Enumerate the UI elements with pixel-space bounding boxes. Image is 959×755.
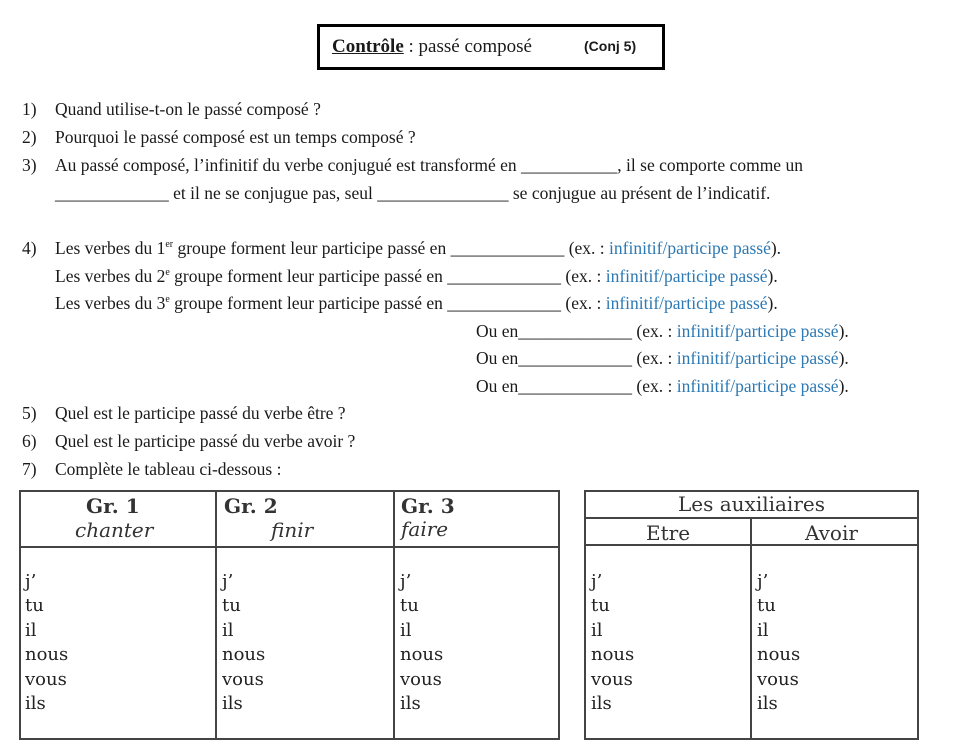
col-gr3-title: Gr. 3	[401, 494, 455, 518]
q4-group2-example: infinitif/participe passé	[605, 266, 768, 286]
pronoun-cell: tu	[222, 595, 241, 617]
q2-number: 2)	[22, 127, 37, 147]
pronoun-cell: j’	[757, 571, 769, 592]
pronoun-cell: nous	[757, 644, 801, 666]
pronoun-cell: tu	[400, 595, 419, 617]
q6-number: 6)	[22, 431, 37, 451]
pronoun-cell: ils	[222, 692, 243, 714]
aux-table-divider	[750, 517, 752, 740]
q4-group3-line: Les verbes du 3e groupe forment leur participe passé en _____________ (ex. : infinitif/participe passé).	[55, 293, 778, 313]
q3-line1: Au passé composé, l’infinitif du verbe conjugué est transformé en ___________, il se comporte comme un	[55, 155, 803, 175]
pronoun-cell: vous	[591, 668, 633, 690]
pronoun-cell: il	[222, 619, 234, 641]
pronoun-cell: ils	[25, 692, 46, 714]
q1-number: 1)	[22, 99, 37, 119]
pronoun-cell: il	[591, 619, 603, 641]
gr1-pronoun-list	[25, 570, 68, 716]
etre-pronoun-list	[591, 570, 634, 716]
col-gr2-title: Gr. 2	[224, 494, 278, 518]
q4-ou-en-line-1: Ou en_____________ (ex. : infinitif/participe passé).	[476, 321, 849, 341]
title-rest: : passé composé	[403, 36, 532, 57]
pronoun-cell: nous	[25, 644, 69, 666]
aux-table-title: Les auxiliaires	[678, 492, 825, 516]
q7-number: 7)	[22, 459, 37, 479]
pronoun-cell: vous	[222, 668, 264, 690]
pronoun-cell: nous	[222, 644, 266, 666]
pronoun-cell: j’	[591, 571, 603, 592]
pronoun-cell: j’	[25, 571, 37, 592]
title-box	[317, 24, 665, 70]
q6-text: Quel est le participe passé du verbe avoir ?	[55, 431, 356, 451]
col-gr1-title: Gr. 1	[86, 494, 140, 518]
pronoun-cell: j’	[222, 571, 234, 592]
q4-group1-line: Les verbes du 1er groupe forment leur participe passé en _____________ (ex. : infinitif/participe passé).	[55, 238, 782, 258]
gr2-pronoun-list	[222, 570, 265, 716]
pronoun-cell: tu	[757, 595, 776, 617]
aux-col-etre: Etre	[646, 521, 691, 545]
q4-ou-en-line-3: Ou en_____________ (ex. : infinitif/participe passé).	[476, 376, 849, 396]
pronoun-cell: vous	[400, 668, 442, 690]
q5-number: 5)	[22, 403, 37, 423]
groups-table-divider-1	[215, 490, 217, 740]
groups-table-header-line	[19, 546, 560, 548]
pronoun-cell: tu	[591, 595, 610, 617]
q5-text: Quel est le participe passé du verbe être ?	[55, 403, 346, 423]
pronoun-cell: il	[757, 619, 769, 641]
q4-number: 4)	[22, 238, 37, 258]
q7-text: Complète le tableau ci-dessous :	[55, 459, 282, 479]
groups-table-divider-2	[393, 490, 395, 740]
q4-group1-example: infinitif/participe passé	[609, 238, 771, 258]
col-gr3-verb: faire	[401, 517, 449, 541]
q2-text: Pourquoi le passé composé est un temps composé ?	[55, 127, 416, 147]
pronoun-cell: ils	[400, 692, 421, 714]
pronoun-cell: nous	[400, 644, 444, 666]
gr3-pronoun-list	[400, 570, 443, 716]
title-label: Contrôle	[332, 36, 404, 57]
pronoun-cell: vous	[757, 668, 799, 690]
q4-ou-en-line-2: Ou en_____________ (ex. : infinitif/participe passé).	[476, 348, 849, 368]
q1-text: Quand utilise-t-on le passé composé ?	[55, 99, 321, 119]
avoir-pronoun-list	[757, 570, 800, 716]
pronoun-cell: j’	[400, 571, 412, 592]
col-gr1-verb: chanter	[75, 518, 154, 542]
q4-group3-example: infinitif/participe passé	[605, 293, 768, 313]
pronoun-cell: nous	[591, 644, 635, 666]
pronoun-cell: tu	[25, 595, 44, 617]
pronoun-cell: il	[400, 619, 412, 641]
title-code: (Conj 5)	[584, 38, 637, 54]
pronoun-cell: ils	[591, 692, 612, 714]
q3-line2: _____________ et il ne se conjugue pas, seul _______________ se conjugue au présent de l’indicatif.	[55, 183, 771, 203]
pronoun-cell: il	[25, 619, 37, 641]
pronoun-cell: ils	[757, 692, 778, 714]
q3-number: 3)	[22, 155, 37, 175]
page-title	[332, 36, 532, 58]
aux-col-avoir: Avoir	[805, 521, 858, 545]
col-gr2-verb: finir	[271, 518, 314, 542]
pronoun-cell: vous	[25, 668, 67, 690]
q4-group2-line: Les verbes du 2e groupe forment leur participe passé en _____________ (ex. : infinitif/participe passé).	[55, 266, 778, 286]
